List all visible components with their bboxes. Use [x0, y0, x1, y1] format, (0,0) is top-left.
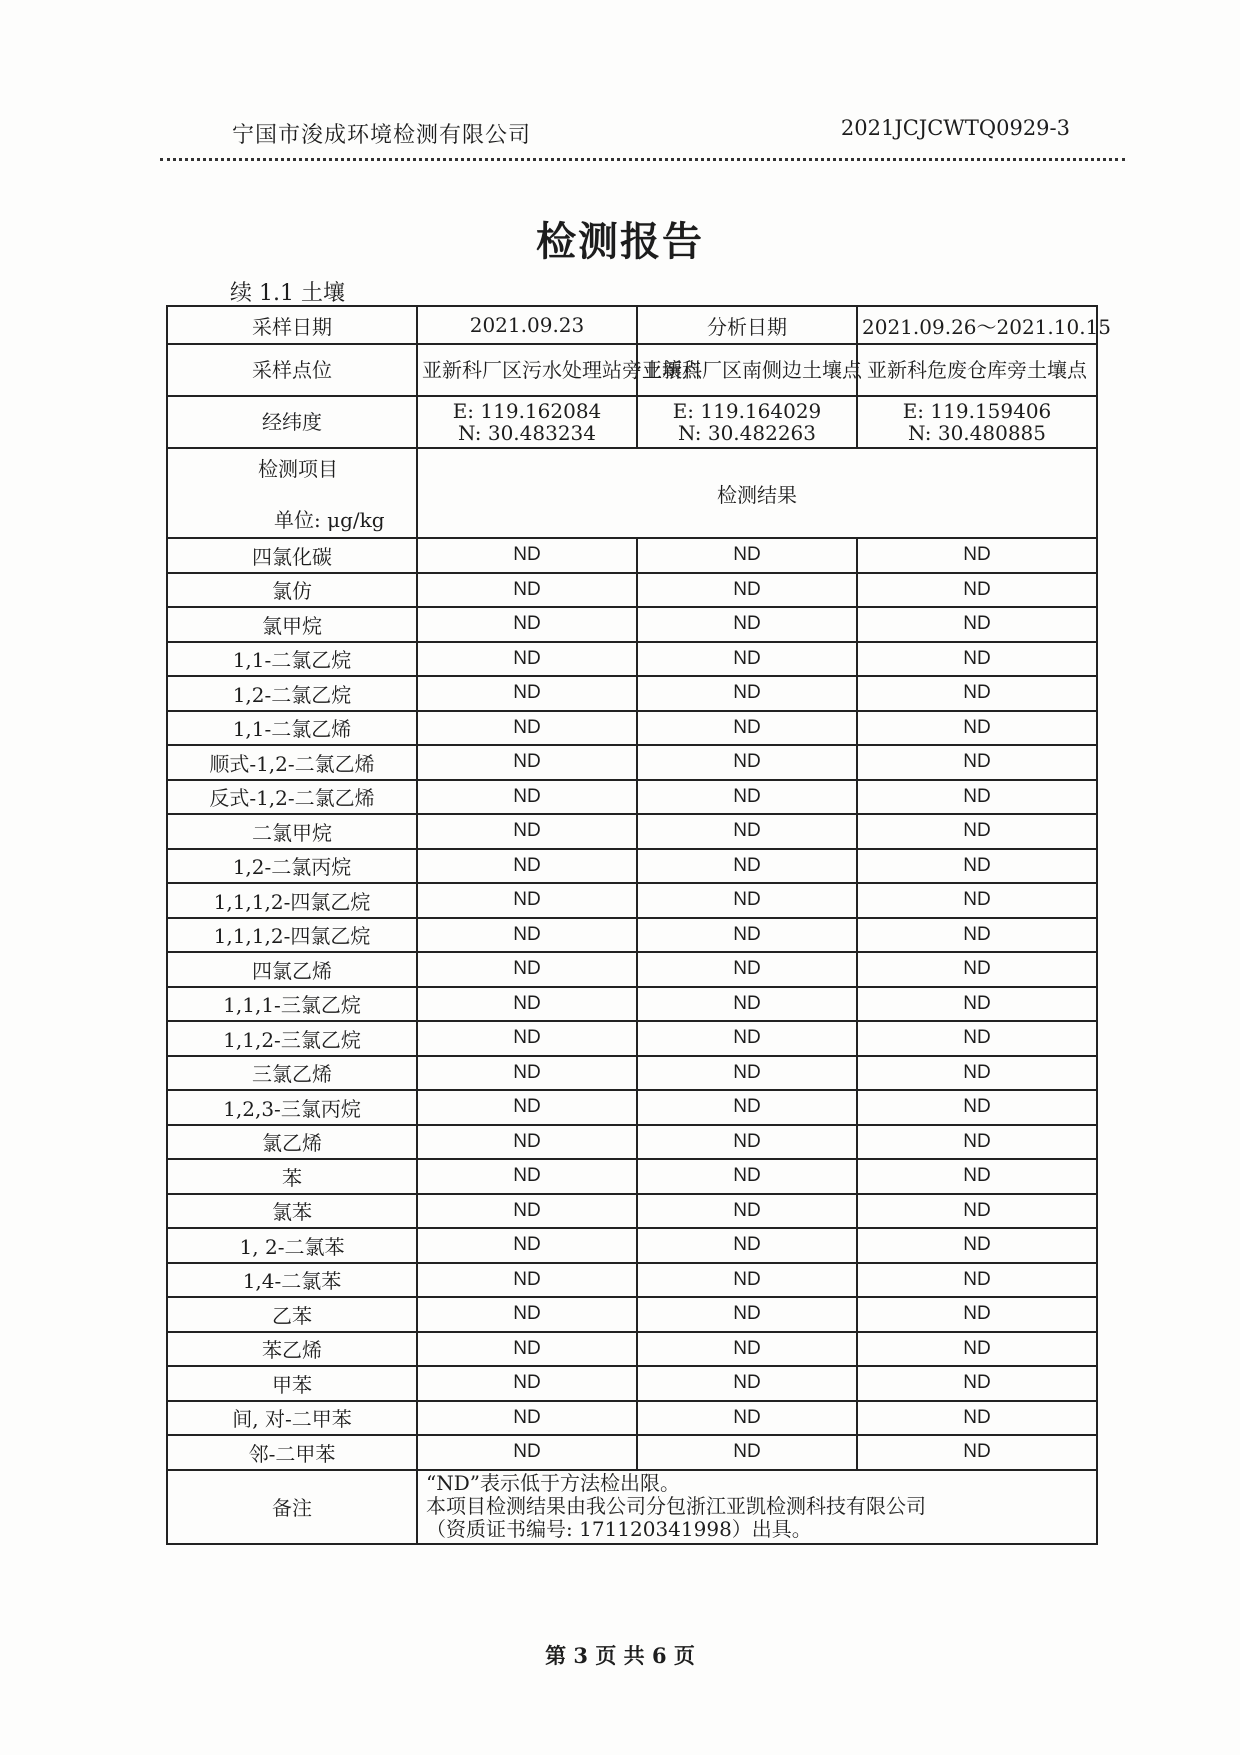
result-value: ND — [637, 918, 857, 953]
result-value: ND — [637, 952, 857, 987]
item-name: 氯苯 — [167, 1194, 417, 1229]
result-value: ND — [857, 676, 1097, 711]
result-value: ND — [417, 987, 637, 1022]
table-row — [167, 711, 1097, 746]
remark-text — [417, 1470, 1097, 1544]
result-value: ND — [417, 952, 637, 987]
result-value: ND — [637, 745, 857, 780]
table-row — [167, 780, 1097, 815]
result-value: ND — [637, 883, 857, 918]
table-row — [167, 1125, 1097, 1160]
header-divider — [160, 158, 1125, 161]
result-value: ND — [857, 1125, 1097, 1160]
result-value: ND — [417, 1090, 637, 1125]
remark-label: 备注 — [167, 1470, 417, 1544]
result-value: ND — [857, 607, 1097, 642]
result-value: ND — [417, 1263, 637, 1298]
coord-2: E: 119.164029 N: 30.482263 — [637, 396, 857, 448]
remark-line: （资质证书编号: 171120341998）出具。 — [426, 1517, 812, 1541]
coord-3: E: 119.159406 N: 30.480885 — [857, 396, 1097, 448]
item-name: 1,1-二氯乙烷 — [167, 642, 417, 677]
table-row — [167, 918, 1097, 953]
result-value: ND — [637, 1332, 857, 1367]
sampling-date-value: 2021.09.23 — [417, 306, 637, 344]
item-name: 1,2-二氯丙烷 — [167, 849, 417, 884]
item-name: 反式-1,2-二氯乙烯 — [167, 780, 417, 815]
result-value: ND — [637, 573, 857, 608]
company-name: 宁国市浚成环境检测有限公司 — [232, 123, 532, 148]
table-row — [167, 952, 1097, 987]
table-row — [167, 1228, 1097, 1263]
table-row — [167, 538, 1097, 573]
coord-label: 经纬度 — [167, 396, 417, 448]
result-value: ND — [637, 1159, 857, 1194]
result-value: ND — [637, 987, 857, 1022]
result-value: ND — [417, 918, 637, 953]
item-name: 1,1,1-三氯乙烷 — [167, 987, 417, 1022]
result-value: ND — [637, 642, 857, 677]
item-name: 氯乙烯 — [167, 1125, 417, 1160]
results-table — [166, 305, 1112, 1545]
result-value: ND — [637, 607, 857, 642]
result-value: ND — [857, 1228, 1097, 1263]
result-value: ND — [637, 1056, 857, 1091]
table-row — [167, 642, 1097, 677]
item-name: 氯仿 — [167, 573, 417, 608]
result-value: ND — [857, 1435, 1097, 1470]
table-row — [167, 1021, 1097, 1056]
result-value: ND — [857, 1263, 1097, 1298]
result-value: ND — [637, 780, 857, 815]
result-value: ND — [857, 849, 1097, 884]
table-row — [167, 1366, 1097, 1401]
result-value: ND — [417, 1056, 637, 1091]
site-1: 亚新科厂区污水处理站旁土壤点 — [417, 344, 637, 396]
item-unit-cell — [167, 448, 417, 538]
item-name: 1,1-二氯乙烯 — [167, 711, 417, 746]
result-value: ND — [857, 1297, 1097, 1332]
result-value: ND — [857, 538, 1097, 573]
result-value: ND — [417, 1332, 637, 1367]
result-value: ND — [637, 538, 857, 573]
item-name: 1, 2-二氯苯 — [167, 1228, 417, 1263]
table-row — [167, 573, 1097, 608]
result-value: ND — [637, 1228, 857, 1263]
result-value: ND — [637, 814, 857, 849]
unit-label: 单位: μg/kg — [274, 508, 385, 532]
result-value: ND — [417, 1194, 637, 1229]
page-footer: 第 3 页 共 6 页 — [545, 1643, 695, 1668]
table-row — [167, 1090, 1097, 1125]
table-row — [167, 1159, 1097, 1194]
result-value: ND — [417, 849, 637, 884]
result-value: ND — [637, 1366, 857, 1401]
result-value: ND — [417, 1297, 637, 1332]
result-value: ND — [857, 1401, 1097, 1436]
sampling-date-label: 采样日期 — [167, 306, 417, 344]
page-title: 检测报告 — [536, 219, 704, 265]
result-value: ND — [857, 1021, 1097, 1056]
item-name: 1,4-二氯苯 — [167, 1263, 417, 1298]
result-value: ND — [857, 1056, 1097, 1091]
result-value: ND — [857, 952, 1097, 987]
result-value: ND — [637, 676, 857, 711]
item-name: 1,1,1,2-四氯乙烷 — [167, 883, 417, 918]
section-subtitle: 续 1.1 土壤 — [230, 281, 345, 306]
analysis-date-label: 分析日期 — [707, 314, 787, 339]
item-name: 1,1,1,2-四氯乙烷 — [167, 918, 417, 953]
table-row — [167, 883, 1097, 918]
result-value: ND — [857, 573, 1097, 608]
result-value: ND — [857, 814, 1097, 849]
result-value: ND — [637, 1194, 857, 1229]
table-row — [167, 745, 1097, 780]
item-name: 1,2,3-三氯丙烷 — [167, 1090, 417, 1125]
result-value: ND — [417, 607, 637, 642]
table-row — [167, 1056, 1097, 1091]
item-name: 三氯乙烯 — [167, 1056, 417, 1091]
result-value: ND — [417, 676, 637, 711]
result-value: ND — [857, 711, 1097, 746]
result-value: ND — [857, 1332, 1097, 1367]
coord-1: E: 119.162084 N: 30.483234 — [417, 396, 637, 448]
item-name: 二氯甲烷 — [167, 814, 417, 849]
site-2: 亚新科厂区南侧边土壤点 — [637, 344, 857, 396]
item-name: 1,2-二氯乙烷 — [167, 676, 417, 711]
item-name: 苯 — [167, 1159, 417, 1194]
result-value: ND — [857, 1194, 1097, 1229]
result-value: ND — [417, 642, 637, 677]
item-name: 间, 对-二甲苯 — [167, 1401, 417, 1436]
table-row — [167, 1194, 1097, 1229]
result-value: ND — [857, 780, 1097, 815]
result-value: ND — [857, 987, 1097, 1022]
result-value: ND — [637, 1263, 857, 1298]
remark-line: 本项目检测结果由我公司分包浙江亚凯检测科技有限公司 — [426, 1494, 926, 1518]
result-value: ND — [637, 1401, 857, 1436]
site-label: 采样点位 — [167, 344, 417, 396]
remark-line: “ND”表示低于方法检出限。 — [426, 1471, 680, 1495]
item-name: 四氯化碳 — [167, 538, 417, 573]
result-value: ND — [857, 883, 1097, 918]
table-row — [167, 607, 1097, 642]
result-value: ND — [857, 1159, 1097, 1194]
result-value: ND — [417, 1125, 637, 1160]
table-row — [167, 1435, 1097, 1470]
result-value: ND — [857, 1090, 1097, 1125]
item-name: 苯乙烯 — [167, 1332, 417, 1367]
analysis-date-value: 2021.09.26～2021.10.15 — [857, 306, 1097, 344]
result-value: ND — [417, 1159, 637, 1194]
item-name: 四氯乙烯 — [167, 952, 417, 987]
site-row — [167, 344, 1097, 396]
result-value: ND — [857, 642, 1097, 677]
result-value: ND — [417, 1228, 637, 1263]
result-value: ND — [637, 1021, 857, 1056]
table-row — [167, 1401, 1097, 1436]
site-3: 亚新科危废仓库旁土壤点 — [857, 344, 1097, 396]
coord-row — [167, 396, 1097, 448]
item-name: 甲苯 — [167, 1366, 417, 1401]
result-value: ND — [857, 745, 1097, 780]
item-name: 邻-二甲苯 — [167, 1435, 417, 1470]
table-row — [167, 1332, 1097, 1367]
result-value: ND — [417, 573, 637, 608]
item-name: 1,1,2-三氯乙烷 — [167, 1021, 417, 1056]
result-value: ND — [857, 1366, 1097, 1401]
result-value: ND — [637, 849, 857, 884]
item-name: 氯甲烷 — [167, 607, 417, 642]
result-value: ND — [857, 918, 1097, 953]
report-number: 2021JCJCWTQ0929-3 — [840, 116, 1070, 140]
result-value: ND — [637, 1125, 857, 1160]
result-value: ND — [417, 814, 637, 849]
item-name: 顺式-1,2-二氯乙烯 — [167, 745, 417, 780]
sampling-date-row — [167, 306, 1097, 344]
result-value: ND — [637, 1435, 857, 1470]
result-label: 检测结果 — [417, 448, 1097, 538]
result-value: ND — [417, 745, 637, 780]
remark-row — [167, 1470, 1097, 1544]
header-row — [167, 448, 1097, 538]
result-value: ND — [417, 883, 637, 918]
result-value: ND — [417, 711, 637, 746]
result-value: ND — [417, 538, 637, 573]
result-value: ND — [417, 1401, 637, 1436]
table-row — [167, 987, 1097, 1022]
result-value: ND — [417, 780, 637, 815]
table-row — [167, 814, 1097, 849]
result-value: ND — [417, 1435, 637, 1470]
table-row — [167, 1263, 1097, 1298]
table-row — [167, 1297, 1097, 1332]
item-label: 检测项目 — [258, 457, 338, 481]
result-value: ND — [637, 1090, 857, 1125]
item-name: 乙苯 — [167, 1297, 417, 1332]
result-value: ND — [637, 711, 857, 746]
result-value: ND — [637, 1297, 857, 1332]
result-value: ND — [417, 1021, 637, 1056]
table-row — [167, 676, 1097, 711]
table-row — [167, 849, 1097, 884]
result-value: ND — [417, 1366, 637, 1401]
